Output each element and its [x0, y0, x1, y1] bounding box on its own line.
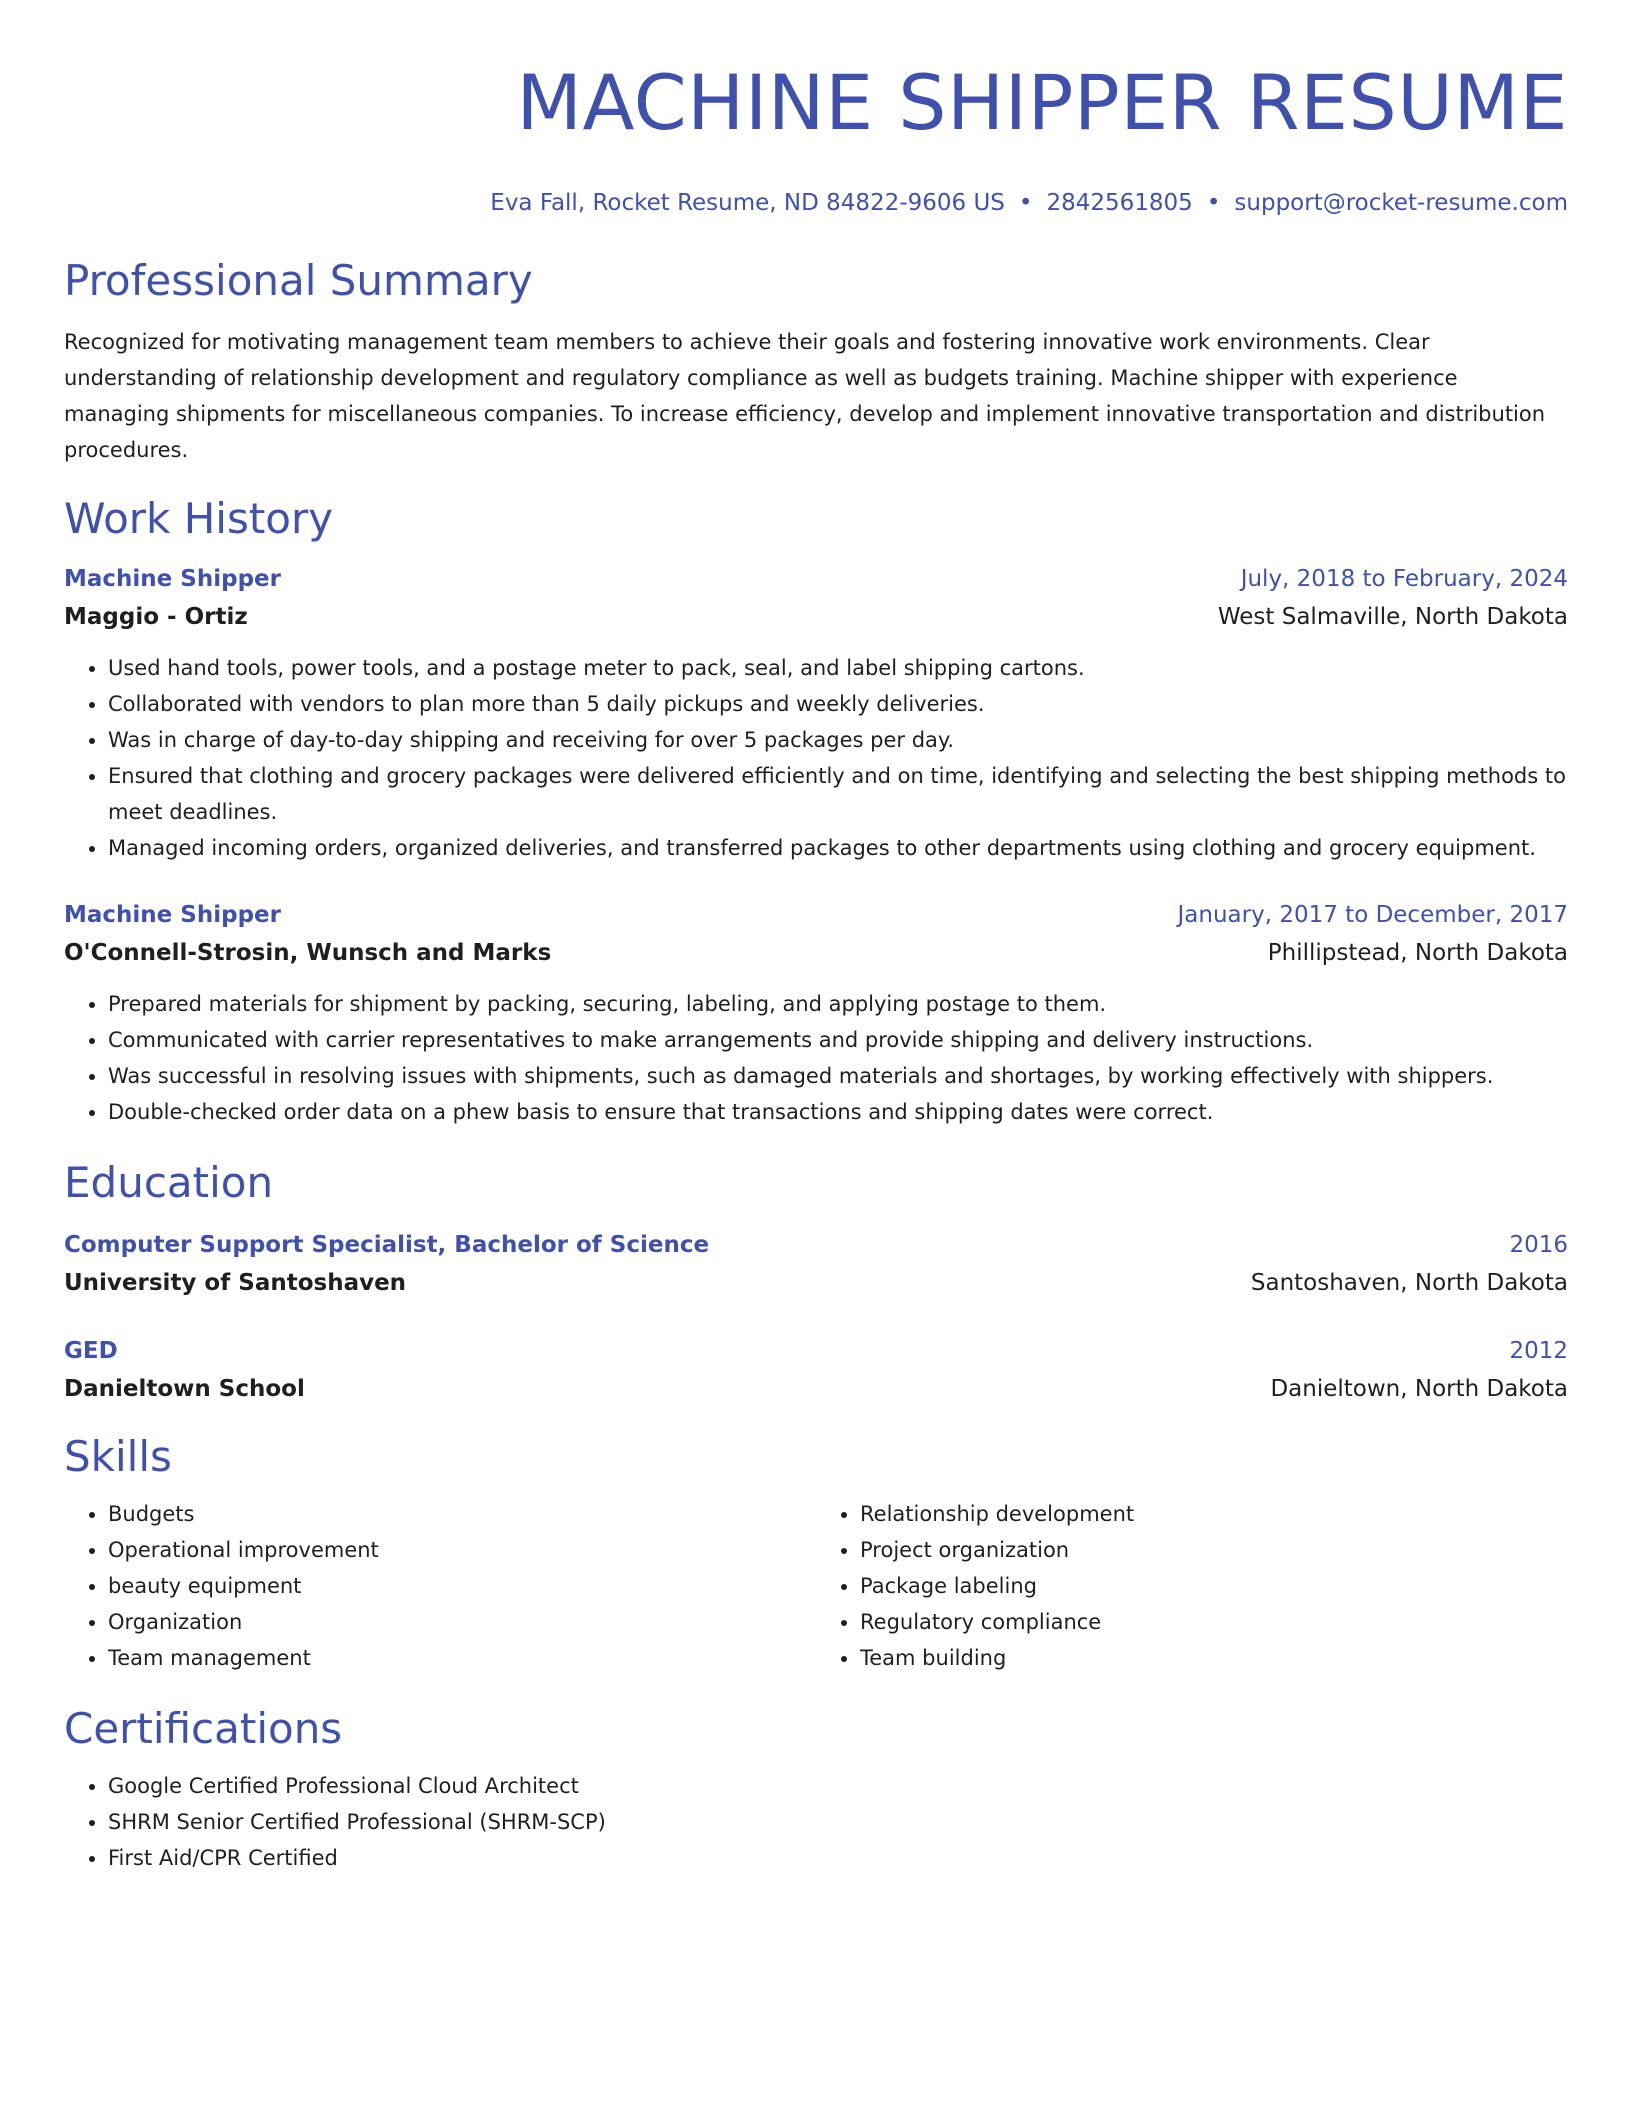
education-school: Danieltown School: [64, 1376, 305, 1402]
skills-column-right: [816, 1496, 1568, 1676]
skills-list: [816, 1496, 1568, 1676]
job-bullet: • Communicated with carrier representatives to make arrangements and provide shipping and delivery instructions.: [108, 1022, 1568, 1058]
job-bullet: • Managed incoming orders, organized deliveries, and transferred packages to other departments using clothing and grocery equipment.: [108, 830, 1568, 866]
skill-item: • Operational improvement: [108, 1532, 816, 1568]
resume-title: MACHINE SHIPPER RESUME: [516, 58, 1568, 147]
skills-grid: [64, 1496, 1568, 1676]
certifications-section: [64, 1704, 1568, 1876]
skills-list: [64, 1496, 816, 1676]
job-location: West Salmaville, North Dakota: [1217, 604, 1568, 630]
skill-item: • Package labeling: [860, 1568, 1568, 1604]
education-header-row: [64, 1332, 1568, 1370]
education-header-row: [64, 1226, 1568, 1264]
section-heading-skills: Skills: [64, 1432, 172, 1481]
skills-column-left: [64, 1496, 816, 1676]
skill-item: • Team building: [860, 1640, 1568, 1676]
education-section: [64, 1158, 1568, 1408]
education-degree: GED: [64, 1338, 118, 1364]
certification-item: • Google Certified Professional Cloud Architect: [108, 1768, 1568, 1804]
job-location: Phillipstead, North Dakota: [1267, 940, 1568, 966]
contact-address: Eva Fall, Rocket Resume, ND 84822-9606 US: [490, 190, 1005, 216]
contact-phone: 2842561805: [1046, 190, 1193, 216]
education-year: 2012: [1509, 1338, 1568, 1364]
certifications-list: [64, 1768, 1568, 1876]
skills-section: [64, 1432, 1568, 1676]
skill-item: • Regulatory compliance: [860, 1604, 1568, 1640]
education-location: Santoshaven, North Dakota: [1250, 1270, 1568, 1296]
summary-text: Recognized for motivating management team members to achieve their goals and fostering innovative work environments. Clear understanding of relationship development and regulatory compliance as well as budgets training. Machine shipper with experience managing shipments for miscellaneous companies. To increase efficiency, develop and implement innovative transportation and distribution procedures.: [64, 330, 1546, 462]
certification-item: • SHRM Senior Certified Professional (SHRM-SCP): [108, 1804, 1568, 1840]
job-bullets: [64, 986, 1568, 1130]
job-title: Machine Shipper: [64, 902, 281, 928]
job-dates: January, 2017 to December, 2017: [1177, 902, 1568, 928]
job-entry: [64, 896, 1568, 1130]
job-bullet: • Was successful in resolving issues with shipments, such as damaged materials and shortages, by working effectively with shippers.: [108, 1058, 1568, 1094]
certification-item: • First Aid/CPR Certified: [108, 1840, 1568, 1876]
job-header-row: [64, 560, 1568, 598]
job-bullets: [64, 650, 1568, 866]
summary-section: [64, 256, 1568, 468]
education-entry: [64, 1226, 1568, 1302]
contact-separator: •: [1206, 190, 1221, 216]
education-school: University of Santoshaven: [64, 1270, 407, 1296]
education-school-row: [64, 1370, 1568, 1408]
job-title: Machine Shipper: [64, 566, 281, 592]
job-bullet: • Ensured that clothing and grocery packages were delivered efficiently and on time, identifying and selecting the best shipping methods to meet deadlines.: [108, 758, 1568, 830]
job-bullet: • Was in charge of day-to-day shipping and receiving for over 5 packages per day.: [108, 722, 1568, 758]
section-heading-certifications: Certifications: [64, 1704, 343, 1753]
section-heading-summary: Professional Summary: [64, 256, 533, 305]
contact-separator: •: [1018, 190, 1033, 216]
job-dates: July, 2018 to February, 2024: [1240, 566, 1568, 592]
education-location: Danieltown, North Dakota: [1270, 1376, 1568, 1402]
job-bullet: • Collaborated with vendors to plan more than 5 daily pickups and weekly deliveries.: [108, 686, 1568, 722]
job-header-row: [64, 896, 1568, 934]
job-entry: [64, 560, 1568, 866]
skill-item: • Budgets: [108, 1496, 816, 1532]
skill-item: • Relationship development: [860, 1496, 1568, 1532]
contact-email[interactable]: support@rocket-resume.com: [1234, 190, 1568, 216]
work-history-section: [64, 494, 1568, 1130]
job-company-row: [64, 934, 1568, 972]
contact-line: [64, 188, 1568, 218]
skill-item: • beauty equipment: [108, 1568, 816, 1604]
skill-item: • Team management: [108, 1640, 816, 1676]
job-company: O'Connell-Strosin, Wunsch and Marks: [64, 940, 552, 966]
education-degree: Computer Support Specialist, Bachelor of Science: [64, 1232, 710, 1258]
job-company-row: [64, 598, 1568, 636]
job-company: Maggio - Ortiz: [64, 604, 248, 630]
section-heading-work-history: Work History: [64, 494, 334, 543]
education-year: 2016: [1509, 1232, 1568, 1258]
education-entry: [64, 1332, 1568, 1408]
job-bullet: • Double-checked order data on a phew basis to ensure that transactions and shipping dates were correct.: [108, 1094, 1568, 1130]
section-heading-education: Education: [64, 1158, 274, 1207]
skill-item: • Organization: [108, 1604, 816, 1640]
skill-item: • Project organization: [860, 1532, 1568, 1568]
job-bullet: • Used hand tools, power tools, and a postage meter to pack, seal, and label shipping cartons.: [108, 650, 1568, 686]
education-school-row: [64, 1264, 1568, 1302]
job-bullet: • Prepared materials for shipment by packing, securing, labeling, and applying postage to them.: [108, 986, 1568, 1022]
resume-header: [64, 58, 1568, 218]
